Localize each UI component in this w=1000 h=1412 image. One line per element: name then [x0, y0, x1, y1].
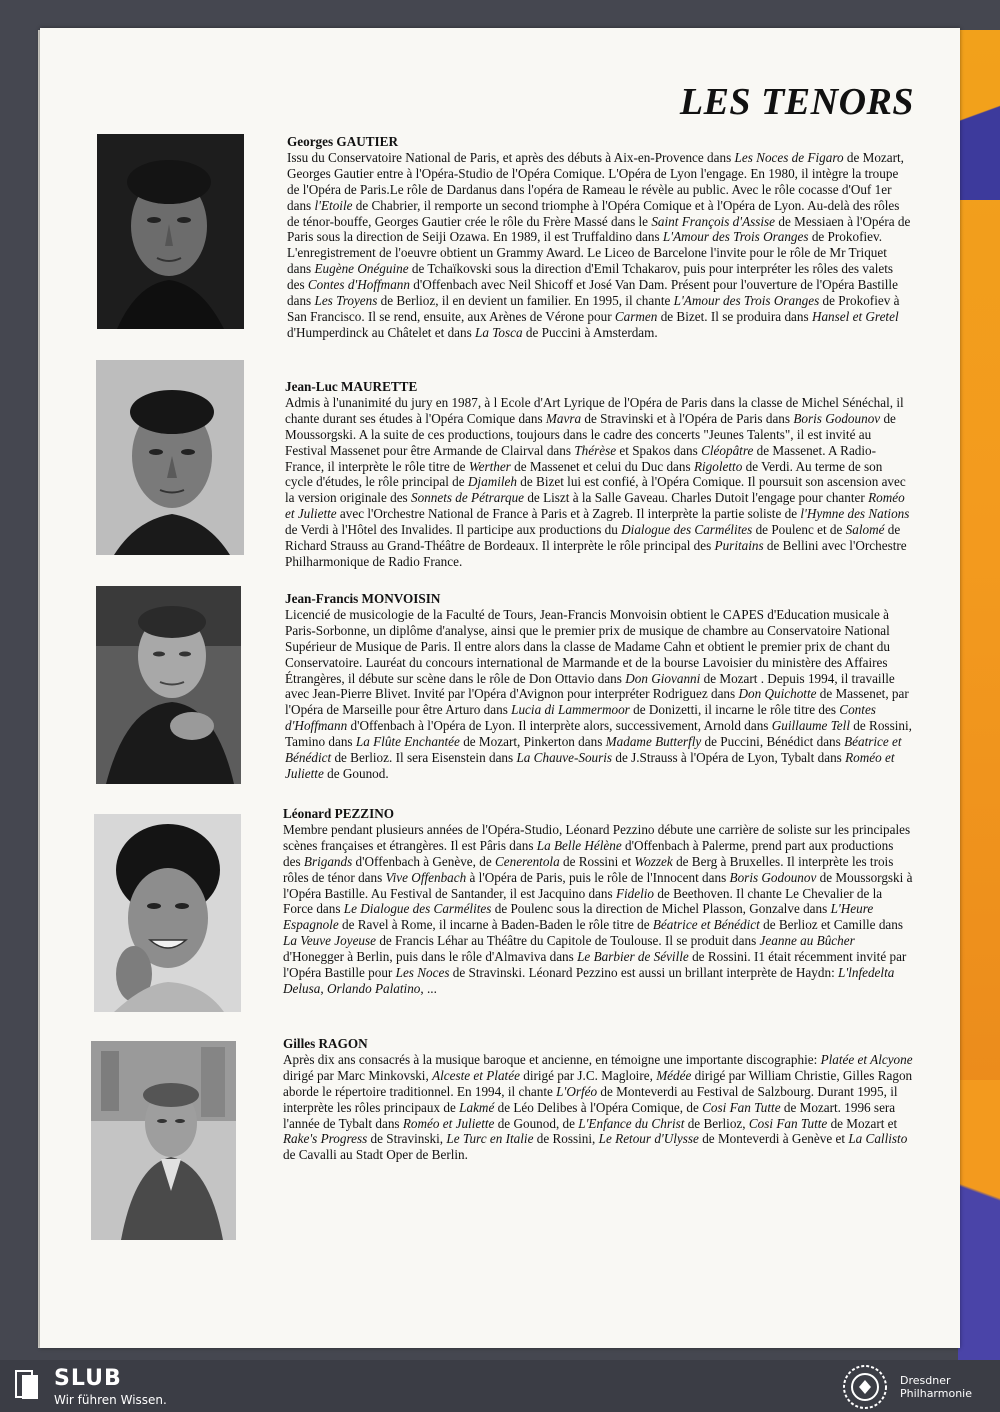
footer-bar: [0, 1360, 1000, 1412]
bio-body: [287, 150, 910, 340]
work-title: Les Noces de Figaro: [734, 149, 844, 165]
work-title: Lucia di Lammermoor: [511, 702, 630, 718]
work-title: Fidelio: [615, 885, 655, 901]
work-title: l'Etoile: [314, 197, 353, 213]
page-title: LES TENORS: [679, 81, 914, 123]
work-title: Les Troyens: [314, 293, 378, 309]
bio-text-run: de Liszt à la Salle Gaveau. Charles Dutoit l'engage pour chanter: [524, 490, 869, 506]
work-title: L'Amour des Trois Oranges: [673, 293, 820, 309]
work-title: Les Noces: [395, 965, 450, 981]
work-title: Werther: [468, 458, 511, 474]
orchestra-logo-icon: [842, 1364, 888, 1410]
bio-text-run: de Beethoven. Il chante Le Chevalier de la Force dans: [283, 885, 883, 917]
slub-logo-icon: [14, 1369, 44, 1401]
work-title: La Flûte Enchantée: [355, 734, 460, 750]
work-title: Madame Butterfly: [605, 734, 702, 750]
bio-text-run: de Bellini avec l'Orchestre Philharmonique de Radio France.: [285, 538, 907, 569]
work-title: Dialogue des Carmélites: [621, 522, 753, 538]
work-title: Cléopâtre: [701, 442, 754, 458]
work-title: Contes d'Hoffmann: [285, 702, 876, 734]
bio-text-run: de Mozart, Pinkerton dans: [459, 734, 606, 750]
work-title: Djamileh: [467, 474, 517, 490]
work-title: Le Dialogue des Carmélites: [343, 901, 492, 917]
bio-text-run: de Rossini. I1 était récemment invité par l'Opéra Bastille pour: [283, 949, 907, 981]
work-title: L'lnfedelta Delusa: [283, 965, 895, 996]
bio-text-run: de Stravinski. Léonard Pezzino est aussi un brillant interprète de Haydn:: [449, 965, 839, 981]
bio-text-run: Issu du Conservatoire National de Paris, et après des débuts à Aix-en-Provence dans: [287, 149, 735, 165]
bio-text-run: de Poulenc sous la direction de Michel Plasson, Gonzalve dans: [491, 901, 831, 917]
bio-text-run: d'Offenbach à l'Opéra de Lyon. Il interprète alors, successivement, Arnold dans: [347, 718, 772, 734]
bio-text-run: de Rossini,: [533, 1131, 599, 1147]
work-title: Vive Offenbach: [385, 869, 467, 885]
bio-text-run: de Berlioz,: [684, 1115, 749, 1131]
bio-text-run: de Moussorgski à l'Opéra Bastille. Au Festival de Santander, il est Jacquino dans: [283, 869, 913, 901]
bio-text-run: d'Offenbach avec Neil Shicoff et José Van Dam. Présent pour l'ouverture de l'Opéra Bastille dans: [287, 277, 898, 309]
bio-text-run: de Gounod, de: [494, 1115, 579, 1131]
bio-text-run: de Mozart et: [827, 1115, 898, 1131]
bio-text-run: de Rossini, Tamino dans: [285, 718, 912, 750]
work-title: La Chauve-Souris: [516, 750, 613, 766]
bio-text-run: dirigé par J.C. Magloire,: [519, 1067, 657, 1083]
bio-text-run: de Chabrier, il remporte un second triomphe à l'Opéra Comique et à l'Opéra de Lyon. Au-delà des rôles de ténor-bouffe, Georges Gautier crée le rôle du Frère Massé dans le: [287, 197, 900, 229]
bio-text-run: dirigé par Marc Minkovski,: [283, 1067, 433, 1083]
library-tagline: Wir führen Wissen.: [54, 1393, 167, 1407]
work-title: Béatrice et Bénédict: [285, 734, 902, 766]
orchestra-name-line1: Dresdner: [900, 1374, 951, 1387]
bio-text-run: de Cavalli au Stadt Oper de Berlin.: [283, 1147, 468, 1163]
bio-body: [283, 1052, 913, 1162]
bio-text-run: de Massenet. A Radio-France, il interprète le rôle titre de: [285, 442, 877, 474]
bio-text-run: de Donizetti, il incarne le rôle titre des: [629, 702, 840, 718]
work-title: Eugène Onéguine: [314, 261, 409, 277]
bio-text-run: et Spakos dans: [616, 442, 702, 458]
portrait-photo-pezzino: [94, 814, 241, 1012]
bio-text-run: d'Humperdinck au Châtelet et dans: [287, 324, 476, 340]
work-title: Carmen: [614, 308, 658, 324]
work-title: Platée et Alcyone: [820, 1051, 913, 1067]
bio-text-run: Admis à l'unanimité du jury en 1987, à l Ecole d'Art Lyrique de l'Opéra de Paris dans la classe de Michel Sénéchal, il chante durant ses études à l'Opéra Comique dans: [285, 394, 904, 426]
work-title: Mavra: [545, 410, 582, 426]
work-title: L'Amour des Trois Oranges: [662, 229, 809, 245]
bio-text-run: de Bizet. Il se produira dans: [657, 308, 812, 324]
bio-text-run: de Monteverdi au Festival de Salzbourg. Durant 1995, il interprète les rôles principaux de: [283, 1083, 898, 1115]
bio-text-run: de Massenet et celui du Duc dans: [510, 458, 694, 474]
bio-text-run: de Prokofiev à San Francisco. Il se rend, ensuite, aux Arènes de Vérone pour: [287, 293, 900, 324]
bio-text-run: de Puccini à Amsterdam.: [522, 324, 658, 340]
work-title: Thérèse: [574, 442, 617, 458]
bio-text-run: de Mozart. 1996 sera l'année de Tybalt dans: [283, 1099, 896, 1131]
work-title: L'Heure Espagnole: [283, 901, 874, 933]
bio-text-run: dirigé par William Christie, Gilles Ragon aborde le répertoire traditionnel. En 1994, il chante: [283, 1067, 913, 1099]
bio-name: Jean-Francis MONVOISIN: [285, 591, 441, 606]
bio-name: Gilles RAGON: [283, 1036, 368, 1051]
work-title: Cenerentola: [494, 853, 560, 869]
adjacent-page-graphic-lower: [958, 1080, 1000, 1360]
bio-text-run: de Berlioz, il en devient un familier. En 1995, il chante: [377, 293, 674, 309]
bio-text-run: de Puccini, Bénédict dans: [701, 734, 845, 750]
bio-monvoisin: [285, 591, 913, 782]
work-title: La Belle Hélène: [536, 837, 622, 853]
work-title: Hansel et Gretel: [811, 308, 899, 324]
work-title: Cosi Fan Tutte: [748, 1115, 828, 1131]
bio-maurette: [285, 379, 913, 570]
work-title: Boris Godounov: [729, 869, 817, 885]
bio-name: Jean-Luc MAURETTE: [285, 379, 418, 394]
portrait-photo-monvoisin: [96, 586, 241, 784]
work-title: Guillaume Tell: [771, 718, 850, 734]
work-title: La Callisto: [848, 1131, 908, 1147]
bio-text-run: de Bizet lui est confié, à l'Opéra Comique. Il poursuit son ascension avec la version originale des: [285, 474, 906, 506]
work-title: Wozzek: [634, 853, 673, 869]
bio-text-run: de Moussorgski. A la suite de ces productions, toujours dans le cadre des concerts "Jeunes Talents", il est invité au Festival Massenet pour être Armande de Clairval dans: [285, 410, 896, 458]
bio-text-run: , ...: [420, 980, 437, 996]
bio-text-run: de Berg à Bruxelles. Il interprète les trois rôles de ténor dans: [283, 853, 894, 885]
bio-text-run: de Stravinski,: [367, 1131, 447, 1147]
work-title: Roméo et Juliette: [402, 1115, 495, 1131]
work-title: Béatrice et Bénédict: [652, 917, 760, 933]
bio-text-run: de Ravel à Rome, il incarne à Baden-Baden le rôle titre de: [338, 917, 653, 933]
bio-text-run: de Messiaen à l'Opéra de Paris sous la direction de Seiji Ozawa. En 1989, il est Truffaldino dans: [287, 213, 911, 245]
bio-pezzino: [283, 806, 913, 997]
bio-name: Léonard PEZZINO: [283, 806, 395, 821]
work-title: Puritains: [714, 538, 764, 554]
work-title: l'Hymne des Nations: [800, 506, 910, 522]
bio-text-run: de Berlioz et Camille dans: [759, 917, 903, 933]
bio-text-run: d'Offenbach à Palerme, prend part aux productions des: [283, 837, 894, 869]
program-page: [40, 28, 960, 1348]
bio-body: [285, 395, 909, 569]
work-title: Roméo et Juliette: [285, 750, 895, 781]
bio-text-run: de Verdi. Au terme de son cycle d'études, le rôle principal de: [285, 458, 883, 490]
bio-body: [283, 822, 912, 996]
work-title: L'Orféo: [556, 1083, 598, 1099]
bio-text-run: Après dix ans consacrés à la musique baroque et ancienne, en témoigne une importante discographie:: [283, 1051, 821, 1067]
work-title: Contes d'Hoffmann: [307, 277, 410, 293]
bio-text-run: ,: [320, 980, 327, 996]
bio-body: [285, 607, 912, 781]
bio-text-run: de Mozart, Georges Gautier entre à l'Opéra-Studio de l'Opéra Comique. L'Opéra de Lyon l'engage. En 1980, il intègre la troupe de l'Opéra de Paris.Le rôle de Dardanus dans l'opéra de Rameau le révèle au public. Avec le rôle cocasse d'Ouf 1er dans: [287, 149, 904, 213]
work-title: Don Giovanni: [625, 670, 701, 686]
work-title: L'Enfance du Christ: [578, 1115, 685, 1131]
bio-text-run: d'Offenbach à Genève, de: [352, 853, 495, 869]
work-title: La Veuve Joyeuse: [283, 933, 377, 949]
bio-gautier: [287, 134, 912, 341]
bio-text-run: de Massenet, par l'Opéra de Marseille pour être Arturo dans: [285, 686, 909, 718]
work-title: Le Retour d'Ulysse: [598, 1131, 699, 1147]
bio-text-run: de Léo Delibes à l'Opéra Comique, de: [494, 1099, 703, 1115]
bio-text-run: de Monteverdi à Genève et: [698, 1131, 849, 1147]
work-title: Médée: [656, 1067, 692, 1083]
bio-name: Georges GAUTIER: [287, 134, 398, 149]
work-title: Orlando Palatino: [326, 980, 421, 996]
work-title: Lakmé: [459, 1099, 495, 1115]
bio-text-run: de Francis Léhar au Théâtre du Capitole de Toulouse. Il se produit dans: [376, 933, 760, 949]
bio-text-run: de Stravinski et à l'Opéra de Paris dans: [581, 410, 794, 426]
portrait-photo-maurette: [96, 360, 244, 555]
bio-text-run: de Richard Strauss au Grand-Théâtre de Bordeaux. Il interprète le rôle principal des: [285, 522, 901, 554]
work-title: Salomé: [845, 522, 885, 538]
library-name: SLUB: [54, 1366, 122, 1391]
work-title: Brigands: [303, 853, 353, 869]
bio-text-run: de Rossini et: [559, 853, 635, 869]
bio-text-run: de Prokofiev. L'enregistrement de l'oeuvre obtient un Grammy Award. Le Liceo de Barcelone l'invite pour le rôle de Mr Triquet dans: [287, 229, 887, 277]
bio-ragon: [283, 1036, 913, 1163]
work-title: Don Quichotte: [738, 686, 817, 702]
bio-text-run: Licencié de musicologie de la Faculté de Tours, Jean-Francis Monvoisin obtient le CAPES d'Education musicale à Paris-Sorbonne, un diplôme d'analyse, ainsi que le premier prix de musique de chambre au Conservatoire National Supérieur de Musique de Paris. Il entre alors dans la classe de Madame Cahn et obtient le premier prix de chant du Conservatoire. Lauréat du concours international de Marmande et de la bourse Lavoisier du ministère des Affaires Étrangères, il débute sur scène dans le rôle de Don Ottavio dans: [285, 606, 890, 686]
bio-text-run: de Poulenc et de: [752, 522, 846, 538]
work-title: Saint François d'Assise: [651, 213, 776, 229]
work-title: Le Barbier de Séville: [577, 949, 689, 965]
portrait-photo-ragon: [91, 1041, 236, 1240]
bio-text-run: d'Honegger à Berlin, puis dans le rôle d'Almaviva dans: [283, 949, 578, 965]
bio-text-run: avec l'Orchestre National de France à Paris et à Zagreb. Il interprète la partie soliste de: [336, 506, 801, 522]
work-title: Jeanne au Bûcher: [759, 933, 855, 949]
orchestra-name-line2: Philharmonie: [900, 1387, 972, 1400]
bio-text-run: de Mozart . Depuis 1994, il travaille avec Jean-Pierre Blivet. Invité par l'Opéra d'Avignon pour interpréter Rodriguez dans: [285, 670, 895, 702]
work-title: Boris Godounov: [793, 410, 881, 426]
work-title: Le Turc en Italie: [446, 1131, 534, 1147]
portrait-photo-gautier: [97, 134, 244, 329]
work-title: La Tosca: [475, 324, 523, 340]
bio-text-run: Membre pendant plusieurs années de l'Opéra-Studio, Léonard Pezzino débute une carrière de soliste sur les principales scènes françaises et étrangères. Il est Pâris dans: [283, 821, 911, 853]
work-title: Alceste et Platée: [432, 1067, 520, 1083]
bio-text-run: de J.Strauss à l'Opéra de Lyon, Tybalt dans: [612, 750, 846, 766]
bio-text-run: à l'Opéra de Paris, puis le rôle de l'Innocent dans: [466, 869, 730, 885]
work-title: Cosi Fan Tutte: [702, 1099, 781, 1115]
bio-text-run: de Verdi à l'Hôtel des Invalides. Il participe aux productions du: [285, 522, 622, 538]
work-title: Roméo et Juliette: [285, 490, 905, 522]
work-title: Rake's Progress: [283, 1131, 368, 1147]
work-title: Sonnets de Pétrarque: [410, 490, 525, 506]
bio-text-run: de Gounod.: [323, 765, 389, 781]
bio-text-run: de Berlioz. Il sera Eisenstein dans: [331, 750, 517, 766]
adjacent-page-graphic: [958, 80, 1000, 200]
work-title: Rigoletto: [693, 458, 743, 474]
bio-text-run: de Tchaïkovski sous la direction d'Emil Tchakarov, puis pour interpréter les rôles des valets des: [287, 261, 894, 293]
orchestra-name: [900, 1374, 972, 1400]
